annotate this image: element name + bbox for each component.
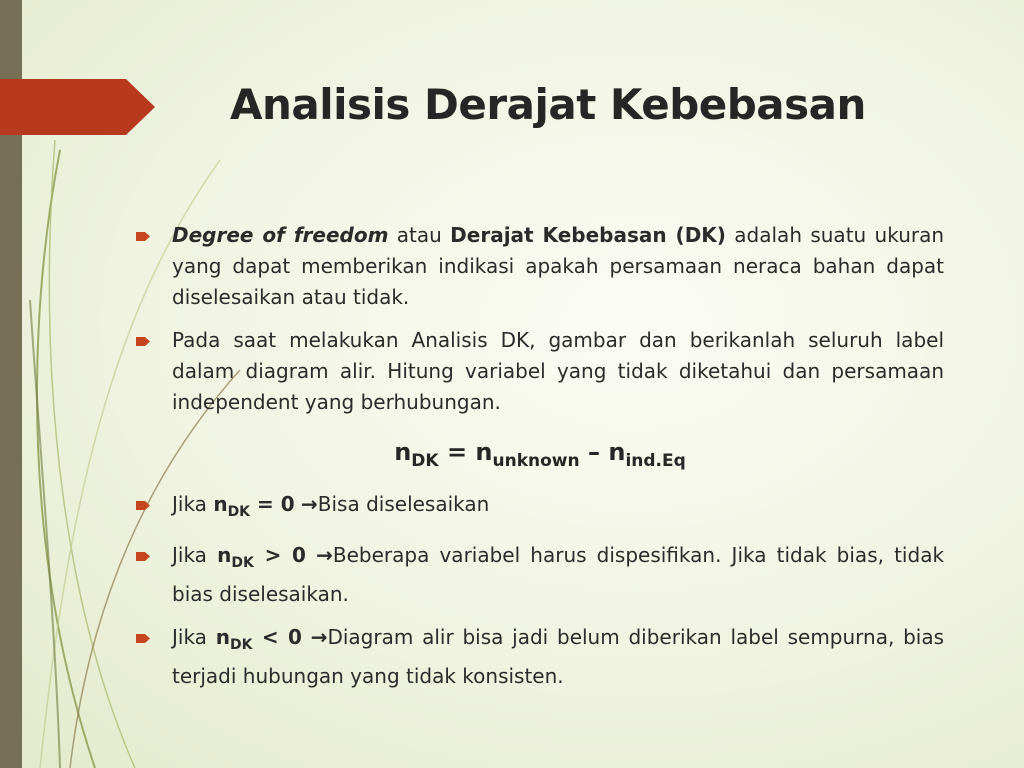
case-n: n xyxy=(213,491,228,516)
formula-sub-unknown: unknown xyxy=(492,450,580,471)
term-english: Degree of freedom xyxy=(172,223,389,247)
arrow-bullet-icon xyxy=(136,551,151,562)
arrow-bullet-icon xyxy=(136,231,151,242)
formula-sub-ind-eq: ind.Eq xyxy=(625,450,686,471)
bullet-case-negative xyxy=(136,622,944,692)
bullet-case-positive xyxy=(136,540,944,610)
right-arrow-icon: → xyxy=(310,624,328,649)
formula-n-unknown: n xyxy=(475,438,493,466)
slide-title: Analisis Derajat Kebebasan xyxy=(230,80,866,129)
title-arrow-shape xyxy=(0,79,155,135)
case-condition: > 0 xyxy=(264,542,306,567)
bullet-case-zero xyxy=(136,489,944,528)
right-arrow-icon: → xyxy=(301,491,318,516)
case-n: n xyxy=(217,542,232,567)
case-condition: < 0 xyxy=(261,624,302,649)
bullet-list-bottom xyxy=(136,489,944,692)
arrow-bullet-icon xyxy=(136,500,151,511)
bullet-degree-of-freedom xyxy=(136,220,944,313)
arrow-bullet-icon xyxy=(136,336,151,347)
bullet-text: Pada saat melakukan Analisis DK, gambar dan berikanlah seluruh label dalam diagram alir. Hitung variabel yang tidak diketahui dan persamaan independent yang berhubungan. xyxy=(172,328,944,414)
case-condition: = 0 xyxy=(257,491,295,516)
case-result: Diagram alir bisa jadi belum diberikan label sempurna, bias terjadi hubungan yang tidak konsisten. xyxy=(172,624,945,688)
case-sub: DK xyxy=(229,636,253,653)
formula-minus: – xyxy=(587,438,600,466)
bullet-analysis-steps xyxy=(136,325,944,418)
case-n: n xyxy=(215,624,230,649)
case-sub: DK xyxy=(227,503,251,520)
definition-text: adalah suatu ukuran yang dapat memberikan indikasi apakah persamaan neraca bahan dapat diselesaikan atau tidak. xyxy=(172,223,945,309)
formula-n-dk: n xyxy=(394,438,412,466)
arrow-bullet-icon xyxy=(136,633,151,644)
right-arrow-icon: → xyxy=(316,542,333,567)
slide-content xyxy=(136,220,944,704)
case-prefix: Jika xyxy=(172,491,207,516)
formula-n-ind-eq: n xyxy=(608,438,626,466)
formula-sub-dk: DK xyxy=(411,450,439,471)
case-result: Bisa diselesaikan xyxy=(317,491,490,516)
case-prefix: Jika xyxy=(172,624,207,649)
dk-formula xyxy=(136,430,944,483)
case-result: Beberapa variabel harus dispesifikan. Jika tidak bias, tidak bias diselesaikan. xyxy=(172,542,945,606)
case-prefix: Jika xyxy=(172,542,207,567)
formula-equals: = xyxy=(446,438,468,466)
case-sub: DK xyxy=(231,554,254,571)
bullet-list-top xyxy=(136,220,944,418)
connector-text: atau xyxy=(396,223,442,247)
term-indonesian: Derajat Kebebasan (DK) xyxy=(450,223,726,247)
